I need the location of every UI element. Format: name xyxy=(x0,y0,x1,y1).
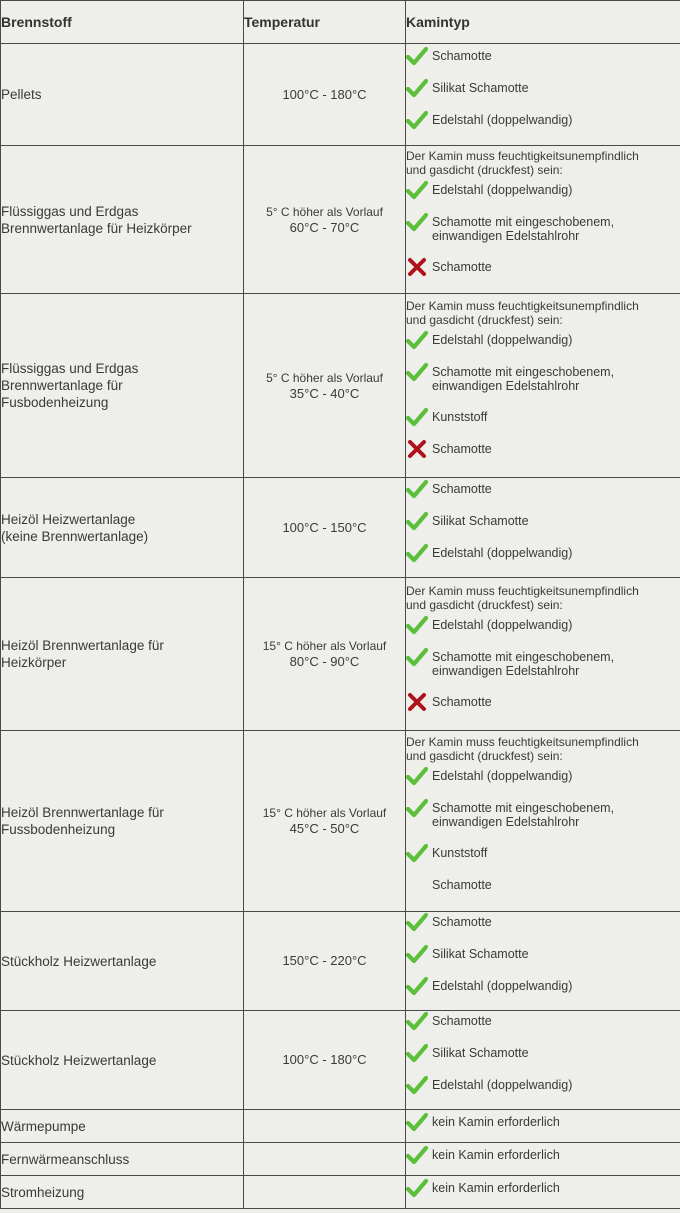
cross-icon xyxy=(406,691,428,713)
fuel-name: Flüssiggas und Erdgas Brennwertanlage für Fusbodenheizung xyxy=(1,294,244,478)
temperature-cell xyxy=(244,44,406,146)
kamintyp-label: Edelstahl (doppelwandig) xyxy=(432,979,573,993)
check-icon xyxy=(406,911,428,933)
temperature-range: 100°C - 150°C xyxy=(282,519,367,535)
temperature-cell xyxy=(244,912,406,1011)
kamintyp-item xyxy=(406,1113,680,1139)
table-row xyxy=(1,1143,680,1176)
check-icon xyxy=(406,179,428,201)
kamintyp-item xyxy=(406,331,680,363)
kamintyp-label: Kunststoff xyxy=(432,410,488,424)
table-row xyxy=(1,731,680,912)
kamintyp-cell xyxy=(406,294,680,478)
kamintyp-label: Edelstahl (doppelwandig) xyxy=(432,768,573,783)
fuel-name: Pellets xyxy=(1,44,244,146)
table-row xyxy=(1,478,680,578)
temperature-range: 45°C - 50°C xyxy=(289,821,360,836)
table-row xyxy=(1,578,680,731)
fuel-name: Wärmepumpe xyxy=(1,1110,244,1143)
kamintyp-item xyxy=(406,258,680,290)
temperature-note: 5° C höher als Vorlauf xyxy=(266,204,383,219)
kamintyp-cell xyxy=(406,1176,680,1209)
check-icon xyxy=(406,329,428,351)
kamintyp-item xyxy=(406,1179,680,1205)
kamintyp-label: Schamotte xyxy=(432,1014,492,1028)
kamintyp-label: Silikat Schamotte xyxy=(432,947,529,961)
kamintyp-cell xyxy=(406,912,680,1011)
kamintyp-item xyxy=(406,480,680,512)
check-icon xyxy=(406,211,428,233)
kamintyp-label: Edelstahl (doppelwandig) xyxy=(432,617,573,632)
temperature-range: 100°C - 180°C xyxy=(282,86,367,102)
kamintyp-item xyxy=(406,1012,680,1044)
temperature-cell xyxy=(244,294,406,478)
check-icon xyxy=(406,542,428,564)
kamintyp-cell xyxy=(406,1143,680,1176)
temperature-note: 5° C höher als Vorlauf xyxy=(266,370,383,385)
kamintyp-item xyxy=(406,544,680,576)
kamintyp-label: Schamotte xyxy=(432,48,492,63)
check-icon xyxy=(406,797,428,819)
kamintyp-label: Silikat Schamotte xyxy=(432,513,529,528)
temperature-range: 35°C - 40°C xyxy=(289,385,360,401)
kamintyp-cell xyxy=(406,44,680,146)
temperature-cell xyxy=(244,1011,406,1110)
requirement-note: Der Kamin muss feuchtigkeitsunempfindlich und gasdicht (druckfest) sein: xyxy=(406,299,639,327)
empty-mark xyxy=(406,874,428,896)
check-icon xyxy=(406,77,428,99)
temperature-cell xyxy=(244,1143,406,1176)
kamintyp-item xyxy=(406,512,680,544)
kamintyp-item xyxy=(406,181,680,213)
kamintyp-item xyxy=(406,1044,680,1076)
kamintyp-item xyxy=(406,79,680,111)
check-icon xyxy=(406,646,428,668)
kamintyp-item xyxy=(406,1076,680,1108)
kamintyp-label: kein Kamin erforderlich xyxy=(432,1148,560,1162)
kamintyp-label: Schamotte xyxy=(432,260,492,274)
kamintyp-cell xyxy=(406,1011,680,1110)
requirement-note: Der Kamin muss feuchtigkeitsunempfindlich und gasdicht (druckfest) sein: xyxy=(406,149,639,177)
table-row xyxy=(1,294,680,478)
temperature-note: 15° C höher als Vorlauf xyxy=(262,806,387,820)
kamintyp-label: Edelstahl (doppelwandig) xyxy=(432,333,573,347)
check-icon xyxy=(406,109,428,131)
kamintyp-label: kein Kamin erforderlich xyxy=(432,1181,560,1195)
kamintyp-label: Silikat Schamotte xyxy=(432,1046,529,1060)
kamintyp-label: Silikat Schamotte xyxy=(432,80,529,95)
fuel-name: Heizöl Brennwertanlage für Fussbodenheizung xyxy=(1,731,244,912)
kamintyp-item xyxy=(406,767,680,799)
kamintyp-item xyxy=(406,47,680,79)
check-icon xyxy=(406,510,428,532)
fuel-name: Fernwärmeanschluss xyxy=(1,1143,244,1176)
kamintyp-item xyxy=(406,408,680,440)
kamintyp-label: Edelstahl (doppelwandig) xyxy=(432,112,573,127)
temperature-cell xyxy=(244,146,406,294)
kamintyp-label: Schamotte xyxy=(432,481,492,496)
kamintyp-item xyxy=(406,213,680,258)
header-kamintyp: Kamintyp xyxy=(406,1,680,44)
kamintyp-label: Schamotte xyxy=(432,915,492,929)
kamintyp-cell xyxy=(406,478,680,578)
table-row xyxy=(1,44,680,146)
kamintyp-label: Schamotte mit eingeschobenem, einwandigen Edelstahlrohr xyxy=(432,215,615,243)
requirement-note: Der Kamin muss feuchtigkeitsunempfindlich und gasdicht (druckfest) sein: xyxy=(406,583,639,612)
table-row xyxy=(1,912,680,1011)
kamintyp-label: Schamotte mit eingeschobenem, einwandigen Edelstahlrohr xyxy=(432,365,615,393)
kamintyp-item xyxy=(406,616,680,648)
kamintyp-cell xyxy=(406,146,680,294)
table-row xyxy=(1,1011,680,1110)
kamintyp-item xyxy=(406,844,680,876)
header-brennstoff: Brennstoff xyxy=(1,1,244,44)
temperature-cell xyxy=(244,1176,406,1209)
check-icon xyxy=(406,842,428,864)
requirement-note: Der Kamin muss feuchtigkeitsunempfindlich und gasdicht (druckfest) sein: xyxy=(406,734,639,763)
temperature-range: 80°C - 90°C xyxy=(289,654,360,669)
check-icon xyxy=(406,943,428,965)
temperature-note: 15° C höher als Vorlauf xyxy=(262,639,387,653)
fuel-name: Stromheizung xyxy=(1,1176,244,1209)
temperature-cell xyxy=(244,478,406,578)
check-icon xyxy=(406,1042,428,1064)
kamintyp-label: Edelstahl (doppelwandig) xyxy=(432,183,573,197)
kamintyp-item xyxy=(406,977,680,1009)
table-row xyxy=(1,1110,680,1143)
kamintyp-label: Schamotte xyxy=(432,877,492,892)
cross-icon xyxy=(406,438,428,460)
check-icon xyxy=(406,1144,428,1166)
temperature-range: 100°C - 180°C xyxy=(282,1052,367,1067)
fuel-name: Stückholz Heizwertanlage xyxy=(1,1011,244,1110)
kamintyp-label: Edelstahl (doppelwandig) xyxy=(432,545,573,560)
temperature-cell xyxy=(244,578,406,731)
check-icon xyxy=(406,1010,428,1032)
table-row xyxy=(1,146,680,294)
check-icon xyxy=(406,1177,428,1199)
kamintyp-cell xyxy=(406,1110,680,1143)
kamintyp-item xyxy=(406,440,680,472)
kamintyp-cell xyxy=(406,731,680,912)
check-icon xyxy=(406,975,428,997)
kamintyp-item xyxy=(406,363,680,408)
header-temperatur: Temperatur xyxy=(244,1,406,44)
kamintyp-label: Schamotte mit eingeschobenem, einwandigen Edelstahlrohr xyxy=(432,800,615,829)
kamintyp-item xyxy=(406,1146,680,1172)
kamintyp-item xyxy=(406,648,680,693)
fuel-name: Flüssiggas und Erdgas Brennwertanlage für Heizkörper xyxy=(1,146,244,294)
temperature-cell xyxy=(244,1110,406,1143)
kamintyp-label: Schamotte xyxy=(432,694,492,709)
check-icon xyxy=(406,478,428,500)
kamintyp-item xyxy=(406,876,680,908)
check-icon xyxy=(406,361,428,383)
temperature-range: 60°C - 70°C xyxy=(289,219,360,235)
kamintyp-label: Schamotte mit eingeschobenem, einwandigen Edelstahlrohr xyxy=(432,649,615,678)
check-icon xyxy=(406,1074,428,1096)
fuel-name: Heizöl Heizwertanlage (keine Brennwertanlage) xyxy=(1,478,244,578)
check-icon xyxy=(406,406,428,428)
kamintyp-label: Schamotte xyxy=(432,442,492,456)
kamintyp-item xyxy=(406,111,680,143)
kamintyp-label: kein Kamin erforderlich xyxy=(432,1115,560,1129)
fuel-name: Stückholz Heizwertanlage xyxy=(1,912,244,1011)
kamintyp-label: Edelstahl (doppelwandig) xyxy=(432,1078,573,1092)
kamintyp-item xyxy=(406,913,680,945)
check-icon xyxy=(406,45,428,67)
table-row xyxy=(1,1176,680,1209)
check-icon xyxy=(406,765,428,787)
cross-icon xyxy=(406,256,428,278)
kamintyp-item xyxy=(406,693,680,725)
kamintyp-label: Kunststoff xyxy=(432,845,488,860)
check-icon xyxy=(406,1111,428,1133)
header-row xyxy=(1,1,680,44)
temperature-range: 150°C - 220°C xyxy=(282,953,367,968)
check-icon xyxy=(406,614,428,636)
kamintyp-cell xyxy=(406,578,680,731)
fuel-name: Heizöl Brennwertanlage für Heizkörper xyxy=(1,578,244,731)
kamintyp-item xyxy=(406,799,680,844)
kamintyp-item xyxy=(406,945,680,977)
temperature-cell xyxy=(244,731,406,912)
